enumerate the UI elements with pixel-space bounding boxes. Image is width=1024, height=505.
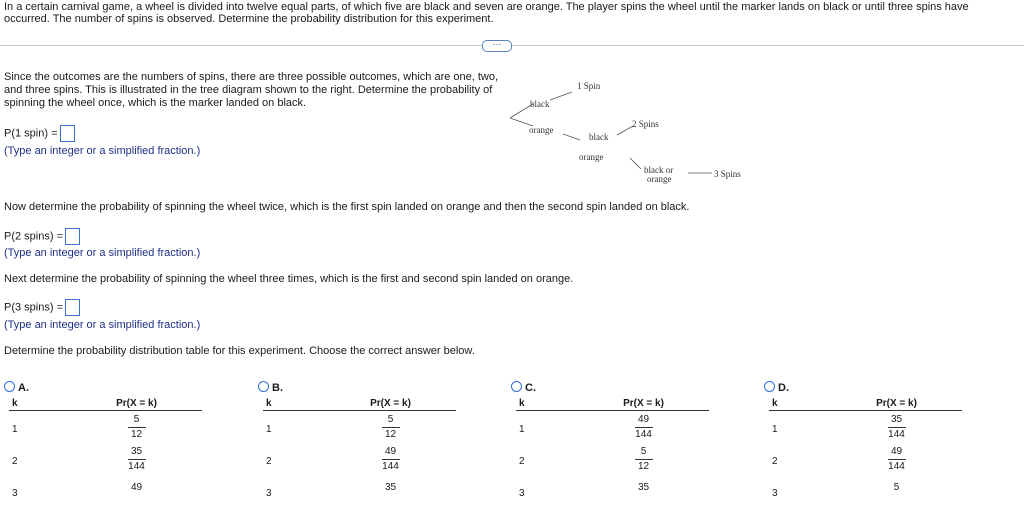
- fraction: [109, 414, 164, 440]
- option-a-head[interactable]: [4, 378, 29, 396]
- option-b-radio[interactable]: [258, 381, 269, 392]
- option-c-head[interactable]: [511, 378, 536, 396]
- denominator: 12: [384, 429, 397, 440]
- table-rule: [9, 410, 202, 411]
- denominator: 144: [888, 461, 905, 472]
- fraction: [363, 414, 418, 440]
- p1-hint: (Type an integer or a simplified fraction.): [4, 145, 201, 157]
- p3-row: [4, 299, 80, 316]
- p1-row: [4, 125, 75, 142]
- tree-label-orange: orange: [529, 125, 554, 135]
- k-header: k: [266, 398, 272, 409]
- option-b-letter: B.: [272, 382, 283, 394]
- k-value: 3: [266, 488, 272, 499]
- table-rule: [516, 410, 709, 411]
- denominator: 144: [382, 461, 399, 472]
- fraction: [616, 414, 671, 440]
- table-rule: [769, 410, 962, 411]
- numerator: 5: [893, 482, 900, 493]
- denominator: 144: [635, 429, 652, 440]
- option-a-letter: A.: [18, 382, 29, 394]
- k-value: 1: [519, 424, 525, 435]
- tree-label-3-spins: 3 Spins: [714, 169, 741, 179]
- p2-intro: Now determine the probability of spinning the wheel twice, which is the first spin landed on orange and then the second spin landed on black.: [4, 201, 690, 213]
- prob-header: Pr(X = k): [370, 398, 411, 409]
- option-c-letter: C.: [525, 382, 536, 394]
- option-a[interactable]: [4, 378, 254, 505]
- fraction-bar: [128, 459, 146, 460]
- k-value: 3: [772, 488, 778, 499]
- prob-header: Pr(X = k): [116, 398, 157, 409]
- fraction-bar: [888, 459, 906, 460]
- fraction-bar: [128, 427, 146, 428]
- option-d-radio[interactable]: [764, 381, 775, 392]
- p3-answer-input[interactable]: [65, 299, 80, 316]
- numerator: 35: [890, 414, 903, 425]
- more-button[interactable]: ⋯: [482, 40, 512, 52]
- table-rule: [263, 410, 456, 411]
- p3-label: P(3 spins) =: [4, 301, 63, 314]
- k-value: 3: [519, 488, 525, 499]
- divider: [0, 45, 1024, 46]
- tree-label-orange-3: orange: [647, 174, 672, 184]
- numerator: 49: [384, 446, 397, 457]
- tree-branch: [630, 158, 641, 169]
- numerator: 5: [387, 414, 394, 425]
- option-d-letter: D.: [778, 382, 789, 394]
- denominator: 12: [130, 429, 143, 440]
- denominator: 12: [637, 461, 650, 472]
- tree-label-2-spins: 2 Spins: [632, 119, 659, 129]
- option-c[interactable]: [511, 378, 761, 505]
- p2-label: P(2 spins) =: [4, 230, 63, 243]
- p1-answer-input[interactable]: [60, 125, 75, 142]
- fraction: [363, 446, 418, 472]
- p1-label: P(1 spin) =: [4, 127, 58, 140]
- fraction-bar: [888, 427, 906, 428]
- fraction-bar: [382, 459, 400, 460]
- tree-label-black-2: black: [589, 132, 609, 142]
- p2-row: [4, 228, 80, 245]
- problem-statement: In a certain carnival game, a wheel is divided into twelve equal parts, of which five are black and seven are orange. The player spins the wheel until the marker lands on black or until three spins have occurred. The number of spins is observed. Determine the probability distribution for this experiment.: [4, 1, 969, 25]
- numerator: 35: [130, 446, 143, 457]
- choose-instruction: Determine the probability distribution table for this experiment. Choose the correct answer below.: [4, 345, 475, 357]
- fraction-bar: [635, 427, 653, 428]
- numerator: 35: [637, 482, 650, 493]
- p2-answer-input[interactable]: [65, 228, 80, 245]
- tree-label-black-or: black or: [644, 165, 674, 175]
- k-value: 3: [12, 488, 18, 499]
- option-c-radio[interactable]: [511, 381, 522, 392]
- p3-intro: Next determine the probability of spinning the wheel three times, which is the first and second spin landed on orange.: [4, 273, 574, 285]
- k-value: 1: [266, 424, 272, 435]
- k-value: 2: [772, 456, 778, 467]
- k-value: 1: [12, 424, 18, 435]
- k-value: 2: [519, 456, 525, 467]
- numerator: 5: [640, 446, 647, 457]
- option-d-head[interactable]: [764, 378, 789, 396]
- fraction: [109, 482, 164, 493]
- option-b-head[interactable]: [258, 378, 283, 396]
- fraction: [869, 414, 924, 440]
- k-header: k: [772, 398, 778, 409]
- intro-text: Since the outcomes are the numbers of spins, there are three possible outcomes, which are one, two, and three spins. This is illustrated in the tree diagram shown to the right. Determine the probability of spinning the wheel once, which is the marker landed on black.: [4, 71, 499, 109]
- fraction: [869, 446, 924, 472]
- fraction: [616, 482, 671, 493]
- option-d[interactable]: [764, 378, 1014, 505]
- option-b[interactable]: [258, 378, 508, 505]
- tree-branch: [563, 134, 580, 140]
- fraction: [109, 446, 164, 472]
- option-a-radio[interactable]: [4, 381, 15, 392]
- tree-label-black: black: [530, 99, 550, 109]
- fraction-bar: [635, 459, 653, 460]
- tree-diagram: [505, 72, 765, 192]
- k-value: 2: [12, 456, 18, 467]
- k-header: k: [519, 398, 525, 409]
- fraction-bar: [382, 427, 400, 428]
- k-value: 2: [266, 456, 272, 467]
- denominator: 144: [888, 429, 905, 440]
- p2-hint: (Type an integer or a simplified fraction.): [4, 247, 201, 259]
- tree-label-orange-2: orange: [579, 152, 604, 162]
- numerator: 35: [384, 482, 397, 493]
- k-value: 1: [772, 424, 778, 435]
- p3-hint: (Type an integer or a simplified fraction.): [4, 319, 201, 331]
- numerator: 49: [637, 414, 650, 425]
- tree-branch: [617, 126, 633, 135]
- numerator: 49: [130, 482, 143, 493]
- denominator: 144: [128, 461, 145, 472]
- prob-header: Pr(X = k): [876, 398, 917, 409]
- fraction: [363, 482, 418, 493]
- tree-label-1-spin: 1 Spin: [577, 81, 601, 91]
- prob-header: Pr(X = k): [623, 398, 664, 409]
- fraction: [616, 446, 671, 472]
- tree-branch: [550, 92, 572, 100]
- k-header: k: [12, 398, 18, 409]
- fraction: [869, 482, 924, 493]
- numerator: 5: [133, 414, 140, 425]
- numerator: 49: [890, 446, 903, 457]
